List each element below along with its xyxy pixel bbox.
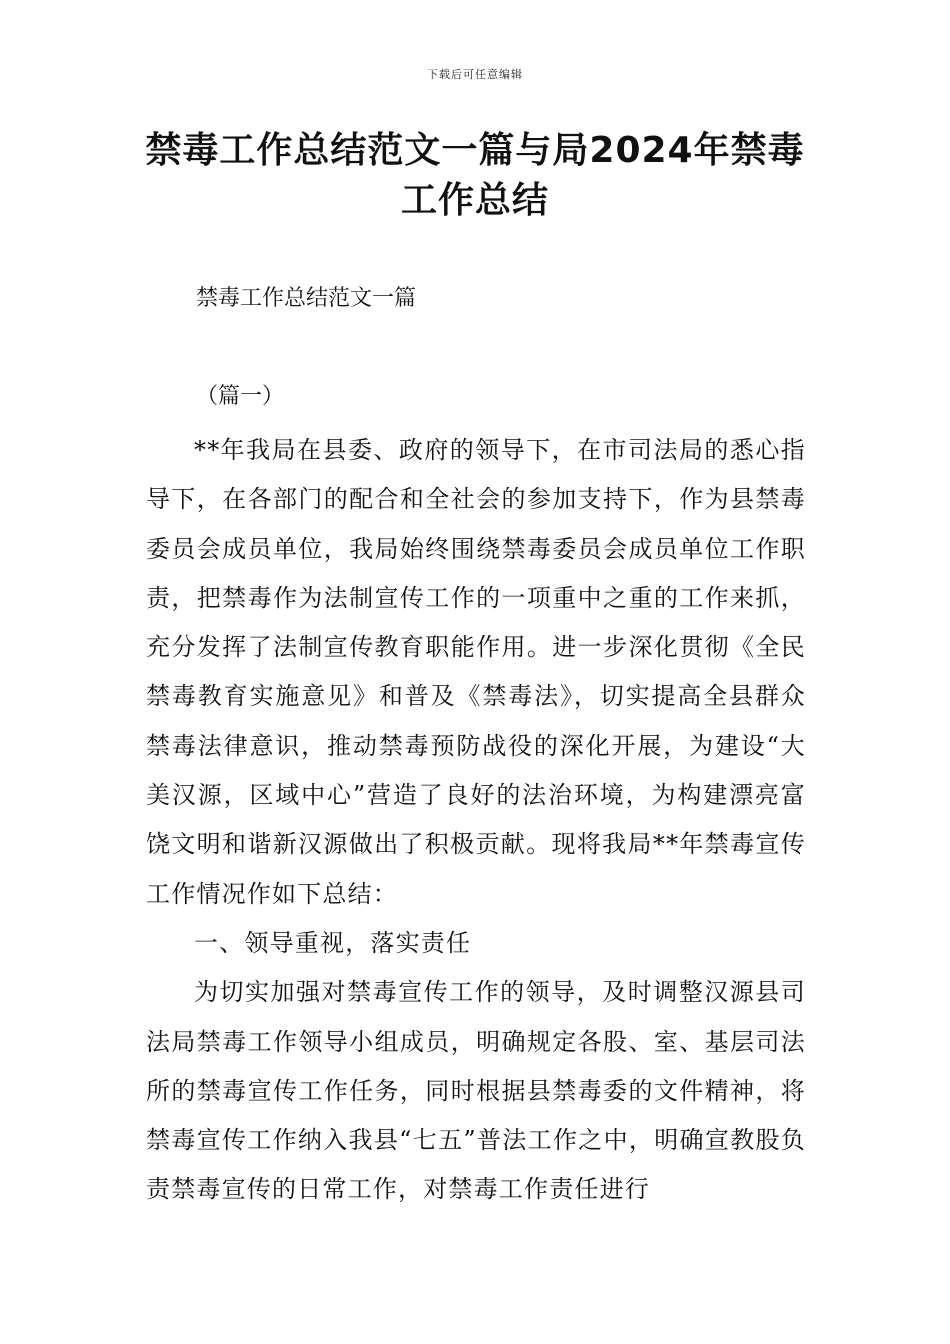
header-note: 下载后可任意编辑 (427, 68, 523, 81)
section-mark: （篇一） (196, 384, 285, 409)
paragraph-section-1: 为切实加强对禁毒宣传工作的领导，及时调整汉源县司法局禁毒工作领导小组成员，明确规定各股、室、基层司法所的禁毒宣传工作任务，同时根据县禁毒委的文件精神，将禁毒宣传工作纳入我县“七五”普法工作之中，明确宣教股负责禁毒宣传的日常工作，对禁毒工作责任进行 (146, 978, 806, 1204)
section-heading: 一、领导重视，落实责任 (194, 928, 472, 957)
paragraph-intro: **年我局在县委、政府的领导下，在市司法局的悉心指导下，在各部门的配合和全社会的参加支持下，作为县禁毒委员会成员单位，我局始终围绕禁毒委员会成员单位工作职责，把禁毒作为法制宣传工作的一项重中之重的工作来抓，充分发挥了法制宣传教育职能作用。进一步深化贯彻《全民禁毒教育实施意见》和普及《禁毒法》，切实提高全县群众禁毒法律意识，推动禁毒预防战役的深化开展，为建设“大美汉源，区域中心”营造了良好的法治环境，为构建漂亮富饶文明和谐新汉源做出了积极贡献。现将我局**年禁毒宣传工作情况作如下总结： (146, 436, 806, 908)
document-body (146, 426, 806, 1215)
document-title: 禁毒工作总结范文一篇与局2024年禁毒工作总结 (145, 130, 805, 221)
document-subtitle: 禁毒工作总结范文一篇 (196, 286, 417, 311)
